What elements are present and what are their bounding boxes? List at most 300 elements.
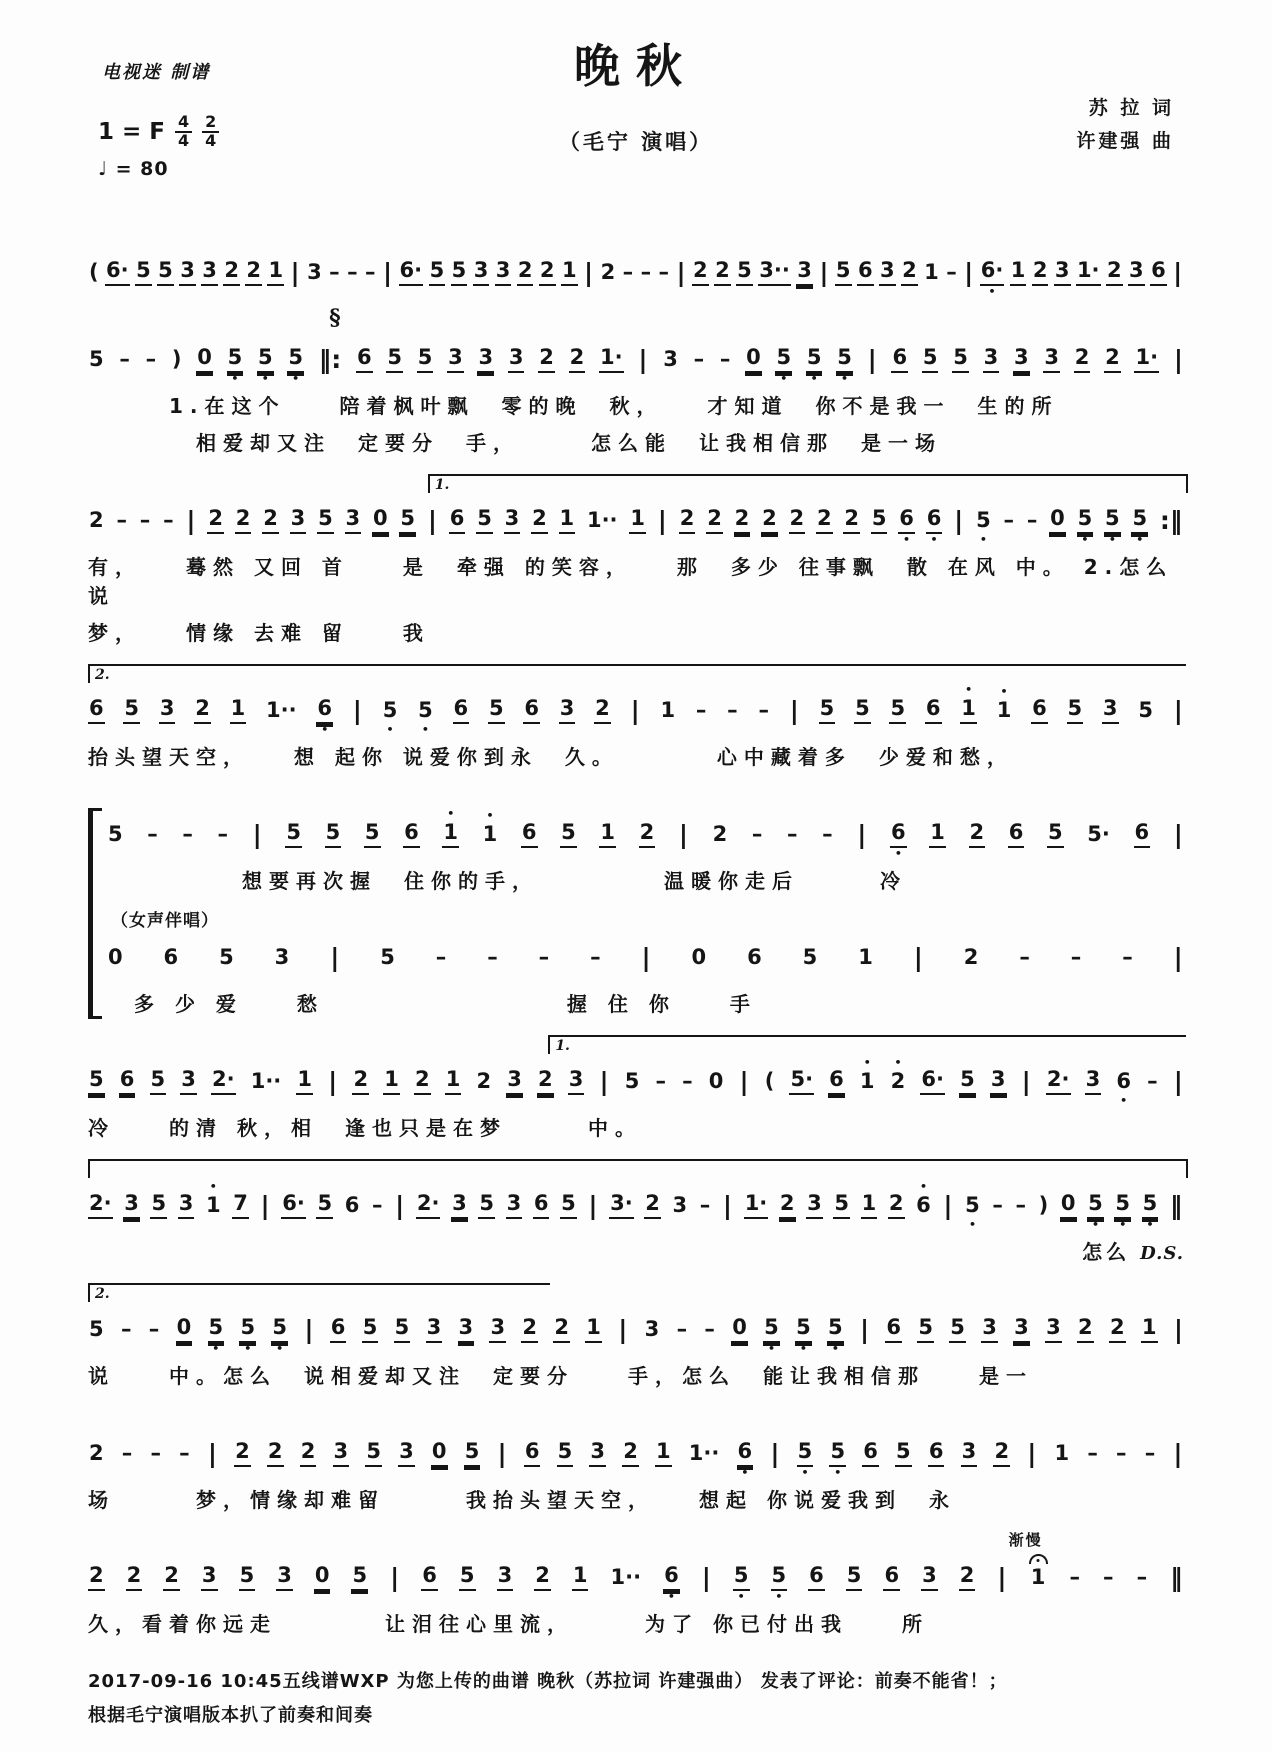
note-token: 5 • bbox=[733, 1563, 749, 1603]
note-token: • 1 bbox=[996, 685, 1012, 722]
note-token: • 1 bbox=[482, 809, 498, 846]
barline: | bbox=[1173, 258, 1183, 287]
symbol-token: – bbox=[693, 347, 705, 371]
footer bbox=[88, 1665, 1184, 1733]
note-token: 6 bbox=[891, 333, 908, 384]
note-token: 1 bbox=[572, 1551, 589, 1602]
note-token: 5 • bbox=[227, 345, 243, 385]
note-token: 5 bbox=[135, 246, 152, 297]
note-token: 6 bbox=[928, 1427, 945, 1478]
note-token: 2 bbox=[235, 494, 252, 545]
note-token: 2 bbox=[569, 333, 586, 384]
barline: | bbox=[739, 1067, 749, 1096]
note-token: 6 bbox=[119, 1055, 136, 1106]
note-token: 3 bbox=[568, 1055, 585, 1106]
note-token: 2 bbox=[534, 1551, 551, 1602]
note-token: 3 bbox=[489, 1303, 506, 1354]
note-token: 1· bbox=[744, 1179, 769, 1230]
barline: | bbox=[1173, 820, 1183, 849]
symbol-token: – bbox=[1069, 1565, 1081, 1589]
note-token: 5 bbox=[451, 246, 468, 297]
symbol-token: – bbox=[992, 1193, 1003, 1217]
symbol-token: – bbox=[1003, 508, 1015, 532]
note-token: 5 bbox=[952, 333, 969, 384]
symbol-token: – bbox=[487, 945, 498, 969]
note-token: 2 bbox=[538, 333, 555, 384]
note-token: 3 bbox=[1013, 1303, 1030, 1354]
symbol-token: – bbox=[329, 260, 340, 284]
note-token: 1·· bbox=[266, 698, 297, 722]
engraver-credit: 电视迷 制谱 bbox=[102, 62, 211, 83]
note-token: 6· bbox=[399, 246, 424, 297]
note-token: 2 bbox=[476, 1069, 492, 1093]
note-token: 2 bbox=[194, 684, 211, 735]
note-token: 6 bbox=[453, 684, 470, 735]
octave-dot-low: • bbox=[1119, 1218, 1127, 1231]
barline: | bbox=[913, 943, 923, 972]
note-token: 1 bbox=[858, 945, 873, 969]
note-token: 2· bbox=[211, 1055, 236, 1106]
note-token: 3 bbox=[178, 1179, 195, 1230]
octave-dot-low: • bbox=[841, 372, 849, 385]
barline: | bbox=[701, 1563, 711, 1592]
note-token: 3 bbox=[447, 333, 464, 384]
note-token: 5 • bbox=[837, 345, 852, 385]
note-token: 3 bbox=[796, 246, 813, 297]
barline: | bbox=[260, 1191, 270, 1220]
symbol-token: – bbox=[822, 822, 833, 846]
note-token: 1 bbox=[561, 246, 578, 297]
note-token: 6 bbox=[403, 808, 420, 859]
system-3-verse-line-2 bbox=[88, 470, 1184, 648]
note-token: 5 bbox=[560, 808, 577, 859]
note-token: 0 bbox=[176, 1303, 193, 1354]
barline: | bbox=[638, 345, 648, 374]
note-token: 2 bbox=[843, 494, 860, 545]
volta-bracket bbox=[88, 1283, 550, 1302]
fermata-icon bbox=[1029, 1554, 1048, 1564]
note-token: 5 • bbox=[1088, 1191, 1103, 1231]
note-token: 3 bbox=[333, 1427, 350, 1478]
note-token: 0 bbox=[691, 945, 707, 969]
system-2-verse-line-1 bbox=[88, 305, 1184, 458]
note-token: 5 bbox=[557, 1427, 574, 1478]
note-token: 1 bbox=[1054, 1441, 1070, 1465]
note-token: 0 bbox=[731, 1303, 748, 1354]
note-token: 3 bbox=[426, 1303, 443, 1354]
octave-dot-low: • bbox=[831, 1342, 839, 1355]
note-token: 3 bbox=[123, 1179, 140, 1230]
note-token: 2 bbox=[89, 1441, 104, 1465]
note-token: 1 bbox=[585, 1303, 602, 1354]
note-token: 5 bbox=[89, 1317, 104, 1341]
note-token: • 1 bbox=[859, 1056, 875, 1093]
note-token: 1 bbox=[629, 494, 646, 545]
note-token: 5 • bbox=[830, 1439, 846, 1479]
score bbox=[88, 222, 1184, 1639]
note-token: 3 bbox=[961, 1427, 978, 1478]
note-token: 5 • bbox=[1115, 1191, 1131, 1231]
note-token: 5 • bbox=[1132, 506, 1148, 546]
barline: | bbox=[207, 1439, 217, 1468]
system-4-volta2-line bbox=[88, 660, 1184, 772]
barline: | bbox=[657, 506, 667, 535]
note-token: 5 bbox=[889, 684, 906, 735]
note-token: 1·· bbox=[586, 508, 618, 532]
barline: | bbox=[770, 1439, 780, 1468]
note-token: 0 bbox=[372, 494, 389, 545]
note-token: 6· • bbox=[980, 258, 1004, 298]
note-token: 2 bbox=[539, 246, 556, 297]
octave-dot-low: • bbox=[1136, 533, 1144, 546]
barline: | bbox=[390, 1563, 400, 1592]
octave-dot-low: • bbox=[988, 285, 996, 298]
note-token: 1 bbox=[267, 246, 284, 297]
volta-bracket bbox=[88, 664, 1186, 683]
symbol-token: ( bbox=[764, 1069, 775, 1093]
octave-dot-low: • bbox=[1146, 1218, 1154, 1231]
note-token: 6 bbox=[356, 333, 373, 384]
note-token: 0 bbox=[745, 333, 762, 384]
note-token: 1 bbox=[230, 684, 247, 735]
note-token: 0 bbox=[431, 1427, 448, 1478]
note-token: 5 bbox=[317, 494, 334, 545]
octave-dot-low: • bbox=[1091, 1218, 1099, 1231]
lyrics-line bbox=[88, 1238, 1184, 1267]
note-token: 2 bbox=[816, 494, 833, 545]
note-token: 6 • bbox=[664, 1563, 679, 1603]
note-token: 3 bbox=[274, 945, 290, 969]
symbol-token: – bbox=[622, 260, 634, 284]
note-token: 3 bbox=[1085, 1055, 1102, 1106]
note-token: 2 bbox=[521, 1303, 538, 1354]
note-token: 1 bbox=[445, 1055, 462, 1106]
note-token: 5 • bbox=[806, 345, 822, 385]
note-token: 2 bbox=[644, 1179, 661, 1230]
note-token: 3 bbox=[179, 246, 196, 297]
note-token: 6 bbox=[344, 1193, 360, 1217]
note-token: 5 bbox=[1047, 808, 1064, 859]
note-token: 6 bbox=[1008, 808, 1025, 859]
octave-dot-low: • bbox=[741, 1466, 749, 1479]
lyrics-line: 相爱却又注 定要分 手， 怎么能 让我相信那 是一场 bbox=[88, 431, 942, 455]
note-token: 5 bbox=[476, 494, 493, 545]
note-token: 2 bbox=[622, 1427, 639, 1478]
note-token: 3 bbox=[663, 347, 678, 371]
note-token: 3 bbox=[1045, 1303, 1062, 1354]
notation-row bbox=[88, 494, 1184, 545]
note-token: 3 bbox=[589, 1427, 606, 1478]
note-token: 3 bbox=[345, 494, 362, 545]
volta-bracket bbox=[88, 1159, 1188, 1178]
barline: | bbox=[1173, 943, 1183, 972]
note-token: 1 bbox=[660, 698, 676, 722]
ds-marker: D.S. bbox=[1140, 1243, 1184, 1264]
octave-dot-high bbox=[1029, 1553, 1048, 1564]
note-token: 2 bbox=[959, 1551, 976, 1602]
note-token: 3 bbox=[497, 1551, 514, 1602]
barline: | bbox=[630, 696, 640, 725]
note-token: 6 • bbox=[899, 506, 914, 546]
octave-dot-low: • bbox=[775, 1590, 783, 1603]
barline: | bbox=[1173, 1067, 1183, 1096]
symbol-token: – bbox=[727, 698, 738, 722]
octave-dot-low: • bbox=[930, 533, 938, 546]
note-token: 5 • bbox=[976, 508, 991, 546]
note-token: • 2 bbox=[890, 1056, 906, 1093]
note-token: 5 bbox=[362, 1303, 379, 1354]
octave-dot-high: • bbox=[1000, 685, 1008, 698]
lyrics-line: 有， 蓦然 又回 首 是 牵强 的笑容， 那 多少 往事飘 散 在风 中。 2.怎么说 bbox=[88, 555, 1174, 608]
note-token: 5 • bbox=[240, 1315, 256, 1355]
note-token: 3 bbox=[159, 684, 176, 735]
barline: | bbox=[867, 345, 877, 374]
note-token: 2 bbox=[234, 1427, 251, 1478]
time-signature-2: $\frac{2}{4}$ bbox=[202, 114, 219, 150]
symbol-token: – bbox=[365, 260, 376, 284]
note-token: 7 bbox=[232, 1179, 249, 1230]
symbol-token: – bbox=[1144, 1441, 1156, 1465]
lyrics-line: 久，看着你远走 让泪往心里流， 为了 你已付出我 所 bbox=[88, 1612, 929, 1636]
barline: | bbox=[641, 943, 651, 972]
note-token: 5 • bbox=[1077, 506, 1093, 546]
note-token: 5 • bbox=[776, 345, 792, 385]
barline: | bbox=[678, 820, 689, 849]
footer-comment-2: 根据毛宁演唱版本扒了前奏和间奏 bbox=[88, 1705, 373, 1727]
note-token: 5 bbox=[833, 1179, 850, 1230]
note-token: 1 bbox=[599, 808, 616, 859]
symbol-token: – bbox=[347, 260, 358, 284]
barline: | bbox=[1173, 345, 1183, 374]
note-token: 2 bbox=[88, 1551, 105, 1602]
notation-row bbox=[88, 1179, 1184, 1230]
symbol-token: – bbox=[182, 822, 193, 846]
note-token: 5 bbox=[88, 1055, 105, 1106]
note-token: 2 bbox=[207, 494, 224, 545]
octave-dot-low: • bbox=[767, 1342, 775, 1355]
note-token: 6· bbox=[920, 1055, 945, 1106]
note-token: 0 bbox=[108, 945, 123, 969]
composer-credit: 许建强 曲 bbox=[1076, 130, 1174, 153]
barline: :‖ bbox=[1159, 506, 1183, 535]
symbol-token: – bbox=[145, 347, 157, 371]
symbol-token: – bbox=[1070, 945, 1082, 969]
note-token: 3 bbox=[983, 333, 1000, 384]
note-token: 3 bbox=[290, 494, 307, 545]
note-token: 2 bbox=[1106, 246, 1123, 297]
note-token: 6 • bbox=[317, 696, 333, 736]
note-token: 1 bbox=[559, 494, 576, 545]
song-title: 晚秋 bbox=[574, 39, 698, 93]
barline: | bbox=[186, 506, 196, 535]
note-token: 5 • bbox=[208, 1315, 224, 1355]
note-token: 2 bbox=[761, 494, 778, 545]
lyrics-line: 说 中。怎么 说相爱却又注 定要分 手，怎么 能让我相信那 是一 bbox=[88, 1364, 1033, 1388]
barline: | bbox=[943, 1191, 953, 1220]
note-token: 1·· bbox=[688, 1441, 720, 1465]
note-token: 5 bbox=[464, 1427, 481, 1478]
volta-label: 2. bbox=[95, 667, 110, 683]
note-token: 5 • bbox=[288, 345, 303, 385]
note-token: 3·· bbox=[758, 246, 791, 297]
note-token: 5 • bbox=[796, 1315, 811, 1355]
volta-bracket bbox=[428, 474, 1188, 493]
note-token: 2 bbox=[600, 260, 616, 284]
note-token: 3 bbox=[921, 1551, 938, 1602]
note-token: 1 bbox=[383, 1055, 400, 1106]
note-token: 3 bbox=[1128, 246, 1145, 297]
note-token: 6 bbox=[1150, 246, 1167, 297]
note-token: 2 bbox=[1109, 1303, 1126, 1354]
symbol-token: – bbox=[119, 347, 130, 371]
note-token: • 1 bbox=[442, 808, 459, 859]
barline: | bbox=[954, 506, 964, 535]
system-10-final-line bbox=[88, 1527, 1184, 1639]
note-token: 6 bbox=[862, 1427, 879, 1478]
note-token: 6 • bbox=[1116, 1069, 1131, 1107]
note-token: 5 bbox=[1138, 698, 1153, 722]
octave-dot-low: • bbox=[212, 1342, 220, 1355]
note-token: 6 bbox=[533, 1179, 550, 1230]
barline: | bbox=[964, 258, 974, 287]
symbol-token: – bbox=[1026, 508, 1038, 532]
octave-dot-low: • bbox=[1081, 533, 1089, 546]
symbol-token: – bbox=[163, 508, 174, 532]
note-token: 0 bbox=[1049, 494, 1066, 545]
note-token: 5 bbox=[835, 246, 852, 297]
barline: | bbox=[290, 258, 300, 287]
notation-row bbox=[88, 333, 1184, 384]
lyrics-line: 冷 的清 秋，相 逢也只是在梦 中。 bbox=[88, 1116, 642, 1140]
barline: | bbox=[676, 258, 686, 287]
note-token: 2 bbox=[714, 246, 731, 297]
octave-dot-high: • bbox=[863, 1056, 871, 1069]
note-token: 2 bbox=[779, 1179, 796, 1230]
symbol-token: ) bbox=[1038, 1193, 1049, 1217]
symbol-token: – bbox=[676, 1317, 688, 1341]
barline: | bbox=[857, 820, 867, 849]
barline: | bbox=[584, 258, 594, 287]
symbol-token: – bbox=[139, 508, 151, 532]
note-token: 5 bbox=[394, 1303, 411, 1354]
symbol-token: – bbox=[751, 822, 763, 846]
system-9-reprise-line-2 bbox=[88, 1403, 1184, 1515]
note-token: 1 bbox=[1010, 246, 1027, 297]
symbol-token: – bbox=[682, 1069, 693, 1093]
note-token: 3 bbox=[276, 1551, 293, 1602]
note-token: 5 bbox=[316, 1179, 333, 1230]
barline: | bbox=[722, 1191, 733, 1220]
barline: | bbox=[497, 1439, 507, 1468]
symbol-token: – bbox=[1019, 945, 1030, 969]
note-token: 3· bbox=[609, 1179, 634, 1230]
note-token: 1· bbox=[599, 333, 624, 384]
note-token: 2 bbox=[639, 808, 656, 859]
octave-dot-low: • bbox=[421, 723, 429, 736]
note-token: 5 bbox=[560, 1179, 577, 1230]
note-token: 6 bbox=[163, 945, 179, 969]
note-token: 2 bbox=[245, 246, 262, 297]
octave-dot-low: • bbox=[386, 723, 394, 736]
symbol-token: – bbox=[1087, 1441, 1098, 1465]
note-token: 5 bbox=[895, 1427, 912, 1478]
note-token: 2 bbox=[963, 945, 979, 969]
note-token: 5 bbox=[429, 246, 446, 297]
symbol-token: – bbox=[120, 1317, 132, 1341]
barline: | bbox=[599, 1067, 609, 1096]
note-token: 3 bbox=[506, 1055, 523, 1106]
note-token: 5 bbox=[871, 494, 888, 545]
note-token: 5 bbox=[1067, 684, 1084, 735]
note-token: 2 bbox=[1077, 1303, 1094, 1354]
note-token: 5 • bbox=[797, 1439, 813, 1479]
symbol-token: – bbox=[121, 1441, 133, 1465]
barline: | bbox=[330, 943, 340, 972]
note-token: 2 bbox=[517, 246, 534, 297]
note-token: 5 bbox=[846, 1551, 863, 1602]
notation-row bbox=[88, 1303, 1184, 1354]
octave-dot-low: • bbox=[276, 1342, 284, 1355]
note-token: 2 bbox=[537, 1055, 554, 1106]
notation-row bbox=[107, 808, 1184, 859]
note-token: 3 bbox=[504, 494, 521, 545]
note-token: 1 bbox=[655, 1427, 672, 1478]
note-token: 5 bbox=[399, 494, 416, 545]
note-token: 1·· bbox=[250, 1069, 282, 1093]
note-token: 6 bbox=[1031, 684, 1048, 735]
barline: | bbox=[789, 696, 799, 725]
note-token: 5· bbox=[1087, 822, 1110, 846]
octave-dot-low: • bbox=[667, 1590, 675, 1603]
note-token: 3 bbox=[1054, 246, 1071, 297]
system-5-duet-system bbox=[88, 784, 1184, 1019]
note-token: 5 • bbox=[1105, 506, 1120, 546]
octave-dot-low: • bbox=[799, 1342, 807, 1355]
note-token: 2 bbox=[89, 508, 104, 532]
note-token: 6 bbox=[88, 684, 105, 735]
note-token: • 6 bbox=[916, 1180, 931, 1217]
symbol-token: – bbox=[147, 822, 158, 846]
note-token: 3 bbox=[398, 1427, 415, 1478]
note-token: 6 • bbox=[926, 506, 942, 546]
note-token: 3 bbox=[201, 246, 218, 297]
symbol-token: – bbox=[116, 508, 127, 532]
barline: | bbox=[819, 258, 829, 287]
note-token: 5 bbox=[386, 333, 403, 384]
volta-label: 1. bbox=[555, 1038, 570, 1054]
symbol-token: – bbox=[538, 945, 550, 969]
barline: | bbox=[1173, 696, 1183, 725]
note-token: 2 bbox=[126, 1551, 143, 1602]
barline: | bbox=[997, 1563, 1007, 1592]
lyricist-credit: 苏 拉 词 bbox=[1088, 97, 1174, 119]
note-token: 6 bbox=[524, 1427, 541, 1478]
symbol-token: – bbox=[699, 1193, 711, 1217]
note-token: 5 bbox=[365, 1427, 382, 1478]
note-token: 2· bbox=[1046, 1055, 1071, 1106]
note-token: 3 bbox=[879, 246, 896, 297]
note-token: 1 bbox=[1029, 1553, 1048, 1602]
volta-label: 1. bbox=[434, 477, 450, 493]
note-token: 5 bbox=[922, 333, 939, 384]
symbol-token: – bbox=[655, 1069, 666, 1093]
note-token: 2 bbox=[706, 494, 723, 545]
note-token: 5 bbox=[157, 246, 174, 297]
notation-row bbox=[88, 1055, 1184, 1106]
note-token: 3 bbox=[458, 1303, 475, 1354]
note-token: 5 • bbox=[828, 1315, 843, 1355]
note-token: 1 bbox=[296, 1055, 313, 1106]
